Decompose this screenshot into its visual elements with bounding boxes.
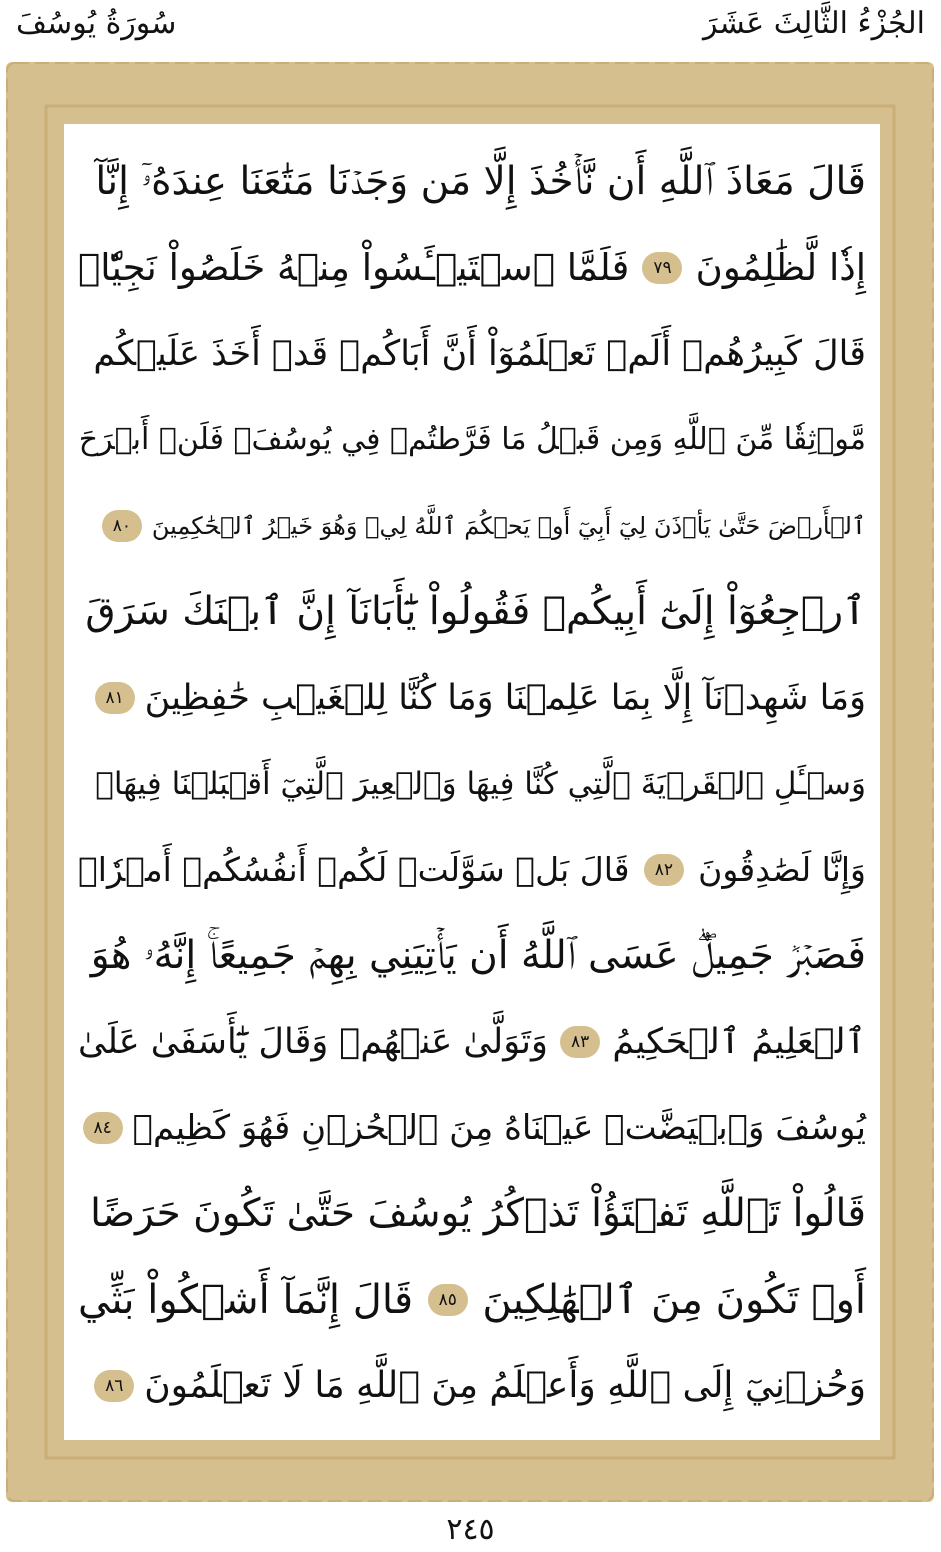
text-line	[78, 1260, 866, 1340]
text-line	[78, 400, 866, 480]
verse-text: وَحُزۡنِيٓ إِلَى ٱللَّهِ وَأَعۡلَمُ مِنَ ٱللَّهِ مَا لَا تَعۡلَمُونَ	[144, 1365, 866, 1406]
text-line-content	[78, 142, 866, 222]
verse-text: ٱرۡجِعُوٓاْ إِلَىٰٓ أَبِيكُمۡ فَقُولُواْ يَٰٓأَبَانَآ إِنَّ ٱبۡنَكَ سَرَقَ	[85, 589, 866, 634]
verse-text: فَصَبۡرٞ جَمِيلٌۖ عَسَى ٱللَّهُ أَن يَأۡتِيَنِي بِهِمۡ جَمِيعًاۚ إِنَّهُۥ هُوَ	[90, 933, 866, 978]
ayah-number-marker: ٨١	[95, 682, 135, 714]
text-line	[78, 1174, 866, 1254]
ayah-number-marker: ٨٠	[102, 510, 142, 542]
text-line	[78, 916, 866, 996]
verse-text: فَلَمَّا ٱسۡتَيۡـَٔسُواْ مِنۡهُ خَلَصُواْ نَجِيّٗاۖ	[78, 246, 630, 289]
ayah-number-marker: ٨٢	[644, 854, 684, 886]
verse-text: مَّوۡثِقٗا مِّنَ ٱللَّهِ وَمِن قَبۡلُ مَا فَرَّطتُمۡ فِي يُوسُفَۖ فَلَنۡ أَبۡرَحَ	[78, 422, 866, 457]
text-line	[78, 744, 866, 824]
text-line	[78, 1088, 866, 1168]
text-line	[78, 486, 866, 566]
text-line-content	[78, 658, 866, 738]
verse-text: إِذٗا لَّظَٰلِمُونَ	[695, 246, 866, 289]
ayah-number-marker: ٨٤	[83, 1112, 123, 1144]
verse-text: أَوۡ تَكُونَ مِنَ ٱلۡهَٰلِكِينَ	[482, 1277, 866, 1323]
verse-text: وَتَوَلَّىٰ عَنۡهُمۡ وَقَالَ يَٰٓأَسَفَىٰ عَلَىٰ	[78, 1022, 548, 1062]
text-line-content	[78, 1174, 866, 1254]
verse-text: وَمَا شَهِدۡنَآ إِلَّا بِمَا عَلِمۡنَا وَمَا كُنَّا لِلۡغَيۡبِ حَٰفِظِينَ	[144, 678, 866, 718]
verse-text: قَالَ كَبِيرُهُمۡ أَلَمۡ تَعۡلَمُوٓاْ أَنَّ أَبَاكُمۡ قَدۡ أَخَذَ عَلَيۡكُم	[93, 334, 866, 374]
text-line-content	[78, 1002, 866, 1082]
text-line	[78, 1346, 866, 1426]
verse-text: ٱلۡأَرۡضَ حَتَّىٰ يَأۡذَنَ لِيٓ أَبِيٓ أَوۡ يَحۡكُمَ ٱللَّهُ لِيۖ وَهُوَ خَيۡرُ ٱلۡحَٰكِمِينَ	[151, 512, 866, 540]
verse-text: قَالَ إِنَّمَآ أَشۡكُواْ بَثِّي	[78, 1277, 414, 1323]
text-line	[78, 228, 866, 308]
text-line	[78, 658, 866, 738]
verse-text: وَسۡـَٔلِ ٱلۡقَرۡيَةَ ٱلَّتِي كُنَّا فِيهَا وَٱلۡعِيرَ ٱلَّتِيٓ أَقۡبَلۡنَا فِيهَاۖ	[95, 766, 866, 802]
verse-text: قَالَ مَعَاذَ ٱللَّهِ أَن نَّأۡخُذَ إِلَّا مَن وَجَدۡنَا مَتَٰعَنَا عِندَهُۥٓ إِنَّآ	[95, 159, 866, 204]
text-page	[64, 124, 880, 1440]
ayah-number-marker: ٨٦	[94, 1370, 134, 1402]
verse-text: قَالَ بَلۡ سَوَّلَتۡ لَكُمۡ أَنفُسُكُمۡ أَمۡرٗاۖ	[78, 850, 630, 889]
text-line-content	[78, 1346, 866, 1426]
text-line	[78, 1002, 866, 1082]
text-line-content	[78, 916, 866, 996]
text-line-content	[78, 830, 866, 910]
juz-name: الجُزْءُ الثَّالِثَ عَشَرَ	[702, 6, 925, 41]
text-line	[78, 572, 866, 652]
text-line-content	[78, 744, 866, 824]
ayah-number-marker: ٧٩	[642, 252, 682, 284]
text-line-content	[78, 228, 866, 308]
verse-text: قَالُواْ تَٱللَّهِ تَفۡتَؤُاْ تَذۡكُرُ يُوسُفَ حَتَّىٰ تَكُونَ حَرَضًا	[90, 1191, 866, 1236]
text-line	[78, 830, 866, 910]
text-line-content	[78, 1088, 866, 1168]
surah-name: سُورَةُ يُوسُفَ	[16, 6, 177, 41]
text-line	[78, 142, 866, 222]
page-number: ٢٤٥	[446, 1512, 495, 1547]
ayah-number-marker: ٨٣	[560, 1026, 600, 1058]
text-line	[78, 314, 866, 394]
page-header	[0, 0, 941, 62]
verse-text: يُوسُفَ وَٱبۡيَضَّتۡ عَيۡنَاهُ مِنَ ٱلۡحُزۡنِ فَهُوَ كَظِيمٞ	[132, 1108, 866, 1148]
text-line-content	[78, 1260, 866, 1340]
text-line-content	[78, 314, 866, 394]
text-line-content	[78, 572, 866, 652]
ayah-number-marker: ٨٥	[428, 1284, 468, 1316]
verse-text: وَإِنَّا لَصَٰدِقُونَ	[698, 850, 866, 889]
text-line-content	[78, 400, 866, 480]
text-line-content	[78, 486, 866, 566]
verse-text: ٱلۡعَلِيمُ ٱلۡحَكِيمُ	[612, 1022, 866, 1062]
